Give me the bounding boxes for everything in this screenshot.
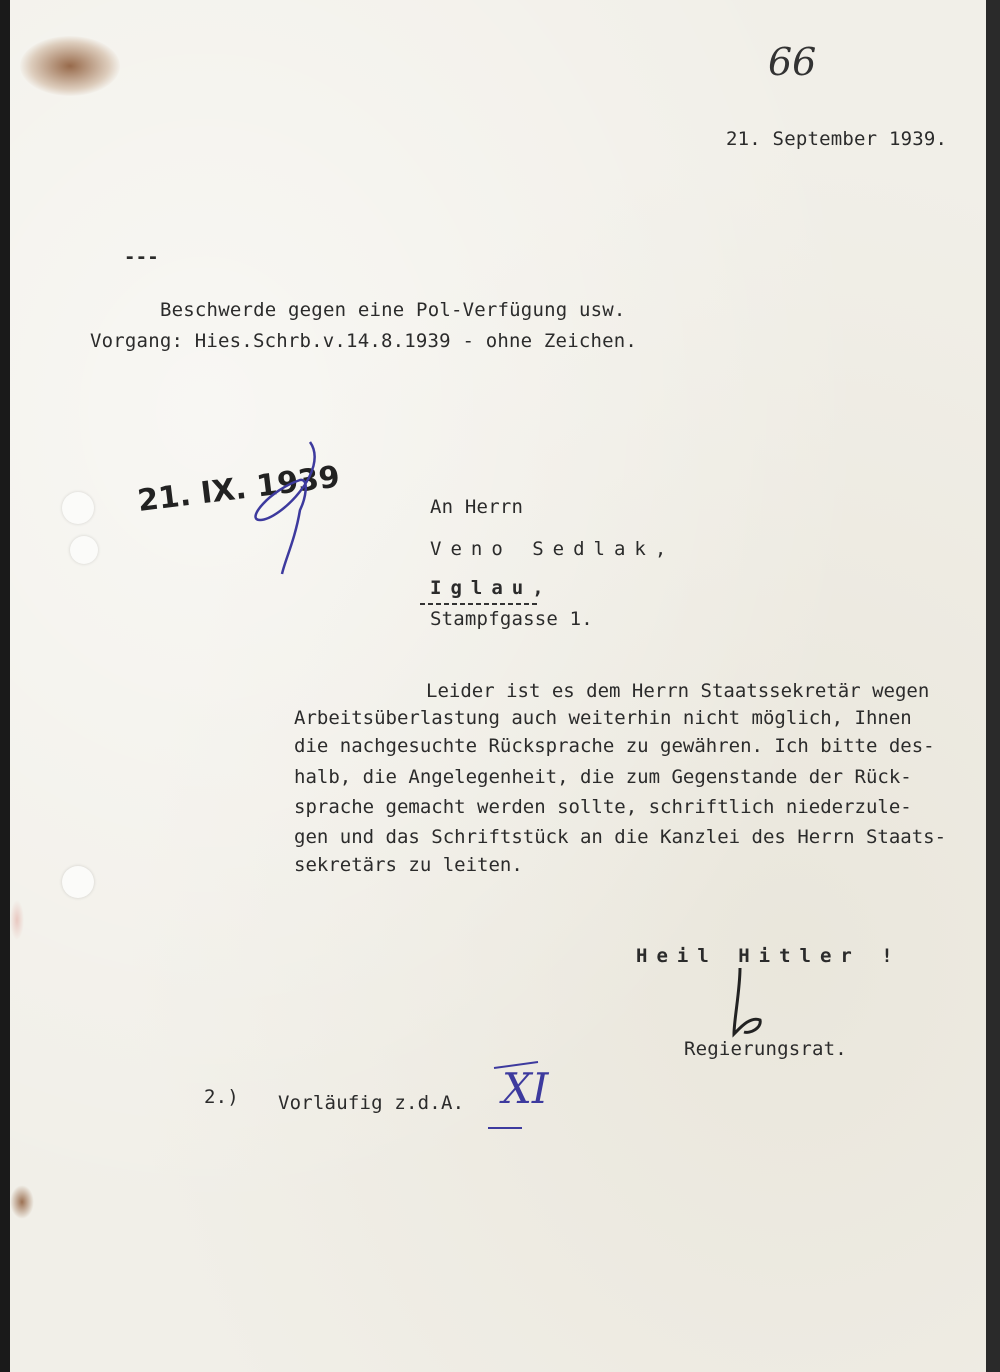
body-line: sprache gemacht werden sollte, schriftlich niederzule- <box>294 796 912 818</box>
document-date: 21. September 1939. <box>726 128 948 150</box>
body-line: Leider ist es dem Herrn Staatssekretär wegen <box>426 680 930 702</box>
handwriting-marks <box>10 0 990 1372</box>
page-edge-shadow <box>986 0 1000 1372</box>
dash-mark: --- <box>124 246 159 268</box>
document-page <box>10 0 990 1372</box>
recipient-name: Veno Sedlak, <box>430 538 676 560</box>
recipient-city: Iglau, <box>430 577 553 599</box>
blue-pencil-flourish <box>256 442 315 574</box>
note-number: 2.) <box>204 1086 239 1108</box>
body-line: die nachgesuchte Rücksprache zu gewähren. Ich bitte des- <box>294 735 935 757</box>
recipient-street: Stampfgasse 1. <box>430 608 593 630</box>
body-line: gen und das Schriftstück an die Kanzlei des Herrn Staats- <box>294 826 947 848</box>
body-line: sekretärs zu leiten. <box>294 854 523 876</box>
recipient-salutation: An Herrn <box>430 496 524 518</box>
closing-greeting: Heil Hitler ! <box>636 945 902 967</box>
roman-numeral-mark: XI <box>502 1064 549 1113</box>
signature-mark <box>734 968 760 1034</box>
note-text: Vorläufig z.d.A. <box>278 1092 465 1114</box>
signer-title: Regierungsrat. <box>684 1038 847 1060</box>
body-line: Arbeitsüberlastung auch weiterhin nicht möglich, Ihnen <box>294 707 912 729</box>
received-date-stamp: 21. IX. 1939 <box>135 459 342 519</box>
folio-number: 66 <box>768 40 817 84</box>
reference-line: Vorgang: Hies.Schrb.v.14.8.1939 - ohne Zeichen. <box>90 330 638 352</box>
roman-numeral-overline <box>494 1062 538 1068</box>
subject-line: Beschwerde gegen eine Pol-Verfügung usw. <box>160 299 626 321</box>
body-line: halb, die Angelegenheit, die zum Gegenstande der Rück- <box>294 766 912 788</box>
